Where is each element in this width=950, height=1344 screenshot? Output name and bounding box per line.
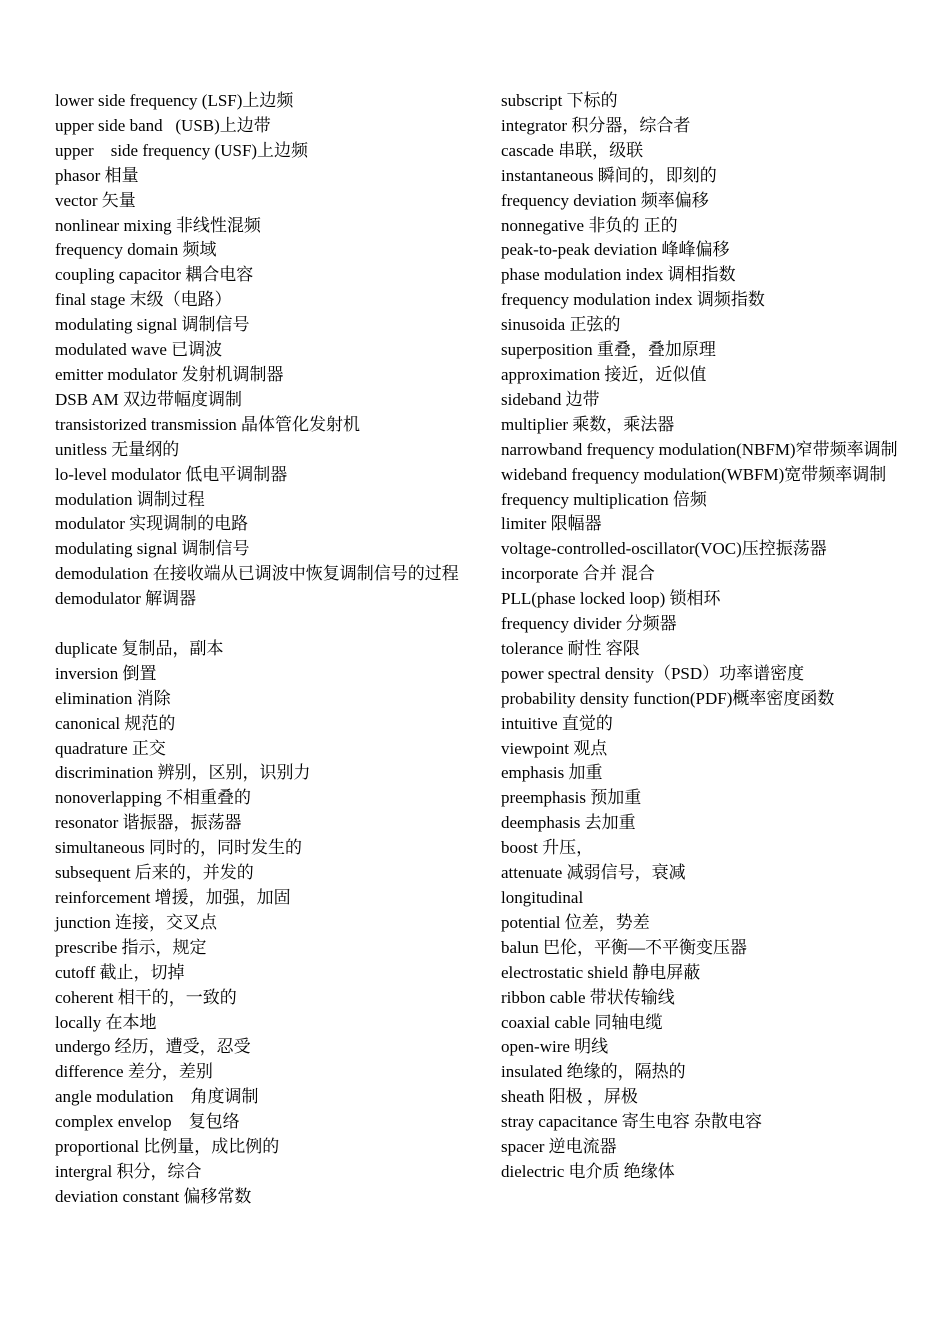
glossary-entry: nonoverlapping 不相重叠的 xyxy=(55,788,251,808)
glossary-entry: unitless 无量纲的 xyxy=(55,439,180,459)
glossary-entry: emitter modulator 发射机调制器 xyxy=(55,364,284,384)
glossary-entry: angle modulation 角度调制 xyxy=(55,1087,259,1107)
glossary-entry: incorporate 合并 混合 xyxy=(501,564,655,584)
glossary-entry: prescribe 指示，规定 xyxy=(55,937,207,957)
glossary-entry: PLL(phase locked loop) 锁相环 xyxy=(501,589,721,609)
glossary-entry: complex envelop 复包络 xyxy=(55,1112,240,1132)
glossary-entry: viewpoint 观点 xyxy=(501,738,608,758)
glossary-entry: probability density function(PDF)概率密度函数 xyxy=(501,688,835,708)
glossary-entry: sinusoida 正弦的 xyxy=(501,315,621,335)
glossary-entry: power spectral density（PSD）功率谱密度 xyxy=(501,663,805,683)
glossary-entry: cutoff 截止，切掉 xyxy=(55,962,185,982)
glossary-entry: preemphasis 预加重 xyxy=(501,788,642,808)
glossary-entry: coupling capacitor 耦合电容 xyxy=(55,265,254,285)
glossary-entry: discrimination 辨别，区别，识别力 xyxy=(55,763,311,783)
glossary-entry: nonnegative 非负的 正的 xyxy=(501,215,678,235)
glossary-entry: modulator 实现调制的电路 xyxy=(55,514,249,534)
glossary-entry: difference 差分，差别 xyxy=(55,1062,213,1082)
right-column xyxy=(493,89,913,1185)
glossary-entry: narrowband frequency modulation(NBFM)窄带频率调制 xyxy=(501,439,898,459)
glossary-entry: final stage 末级（电路） xyxy=(55,290,232,310)
left-column xyxy=(47,89,465,1210)
glossary-entry: transistorized transmission 晶体管化发射机 xyxy=(55,414,361,434)
glossary-entry: sideband 边带 xyxy=(501,389,600,409)
glossary-entry: lo-level modulator 低电平调制器 xyxy=(55,464,288,484)
glossary-entry: modulating signal 调制信号 xyxy=(55,315,250,335)
glossary-entry: undergo 经历，遭受，忍受 xyxy=(55,1037,251,1057)
glossary-entry: superposition 重叠，叠加原理 xyxy=(501,340,716,360)
glossary-entry: duplicate 复制品，副本 xyxy=(55,638,224,658)
glossary-entry: electrostatic shield 静电屏蔽 xyxy=(501,962,701,982)
glossary-entry: longitudinal xyxy=(501,888,584,907)
blank-line xyxy=(47,612,465,637)
glossary-entry: modulated wave 已调波 xyxy=(55,340,223,360)
glossary-entry: deemphasis 去加重 xyxy=(501,813,636,833)
glossary-entry: upper side frequency (USF)上边频 xyxy=(55,140,309,160)
glossary-entry: intuitive 直觉的 xyxy=(501,713,613,733)
glossary-entry: locally 在本地 xyxy=(55,1012,157,1032)
glossary-entry: frequency deviation 频率偏移 xyxy=(501,190,709,210)
glossary-entry: demodulator 解调器 xyxy=(55,589,197,609)
glossary-entry: frequency domain 频域 xyxy=(55,240,217,260)
glossary-entry: proportional 比例量，成比例的 xyxy=(55,1137,280,1157)
glossary-entry: sheath 阳极 ，屏极 xyxy=(501,1087,638,1107)
glossary-entry: vector 矢量 xyxy=(55,190,136,210)
glossary-entry: frequency modulation index 调频指数 xyxy=(501,290,765,310)
glossary-entry: DSB AM 双边带幅度调制 xyxy=(55,389,243,409)
glossary-entry: reinforcement 增援，加强，加固 xyxy=(55,887,291,907)
glossary-entry: attenuate 减弱信号，衰减 xyxy=(501,863,686,883)
glossary-entry: stray capacitance 寄生电容 杂散电容 xyxy=(501,1112,763,1132)
glossary-entry: coherent 相干的，一致的 xyxy=(55,987,237,1007)
glossary-entry: modulating signal 调制信号 xyxy=(55,539,250,559)
glossary-entry: phase modulation index 调相指数 xyxy=(501,265,736,285)
glossary-entry: upper side band (USB)上边带 xyxy=(55,115,271,135)
glossary-entry: subsequent 后来的，并发的 xyxy=(55,863,254,883)
glossary-entry: voltage-controlled-oscillator(VOC)压控振荡器 xyxy=(501,539,827,559)
glossary-entry: simultaneous 同时的，同时发生的 xyxy=(55,838,302,858)
glossary-entry: demodulation 在接收端从已调波中恢复调制信号的过程 xyxy=(55,564,459,584)
glossary-entry: insulated 绝缘的，隔热的 xyxy=(501,1062,686,1082)
glossary-entry: limiter 限幅器 xyxy=(501,514,602,534)
glossary-entry: instantaneous 瞬间的，即刻的 xyxy=(501,165,717,185)
glossary-entry: cascade 串联，级联 xyxy=(501,140,644,160)
glossary-entry: canonical 规范的 xyxy=(55,713,176,733)
glossary-entry: resonator 谐振器，振荡器 xyxy=(55,813,242,833)
glossary-entry: modulation 调制过程 xyxy=(55,489,205,509)
glossary-entry: boost 升压， xyxy=(501,838,594,858)
glossary-entry: elimination 消除 xyxy=(55,688,171,708)
glossary-entry: potential 位差，势差 xyxy=(501,912,650,932)
glossary-entry: ribbon cable 带状传输线 xyxy=(501,987,675,1007)
glossary-entry: dielectric 电介质 绝缘体 xyxy=(501,1161,675,1181)
glossary-entry: quadrature 正交 xyxy=(55,738,166,758)
glossary-entry: integrator 积分器，综合者 xyxy=(501,115,691,135)
glossary-entry: phasor 相量 xyxy=(55,165,139,185)
glossary-entry: deviation constant 偏移常数 xyxy=(55,1186,252,1206)
glossary-entry: peak-to-peak deviation 峰峰偏移 xyxy=(501,240,730,260)
glossary-entry: frequency divider 分频器 xyxy=(501,614,677,634)
glossary-entry: balun 巴伦，平衡—不平衡变压器 xyxy=(501,937,748,957)
glossary-entry: lower side frequency (LSF)上边频 xyxy=(55,91,294,110)
glossary-entry: emphasis 加重 xyxy=(501,763,603,783)
glossary-entry: intergral 积分，综合 xyxy=(55,1161,202,1181)
glossary-entry: coaxial cable 同轴电缆 xyxy=(501,1012,663,1032)
glossary-entry: frequency multiplication 倍频 xyxy=(501,489,707,509)
glossary-entry: spacer 逆电流器 xyxy=(501,1137,617,1157)
glossary-entry: wideband frequency modulation(WBFM)宽带频率调制 xyxy=(501,464,887,484)
glossary-entry: open-wire 明线 xyxy=(501,1037,609,1057)
glossary-entry: subscript 下标的 xyxy=(501,91,618,110)
glossary-entry: multiplier 乘数，乘法器 xyxy=(501,414,675,434)
glossary-entry: junction 连接，交叉点 xyxy=(55,912,217,932)
glossary-entry: approximation 接近，近似值 xyxy=(501,364,707,384)
glossary-entry: tolerance 耐性 容限 xyxy=(501,638,640,658)
glossary-entry: nonlinear mixing 非线性混频 xyxy=(55,215,261,235)
glossary-entry: inversion 倒置 xyxy=(55,663,157,683)
